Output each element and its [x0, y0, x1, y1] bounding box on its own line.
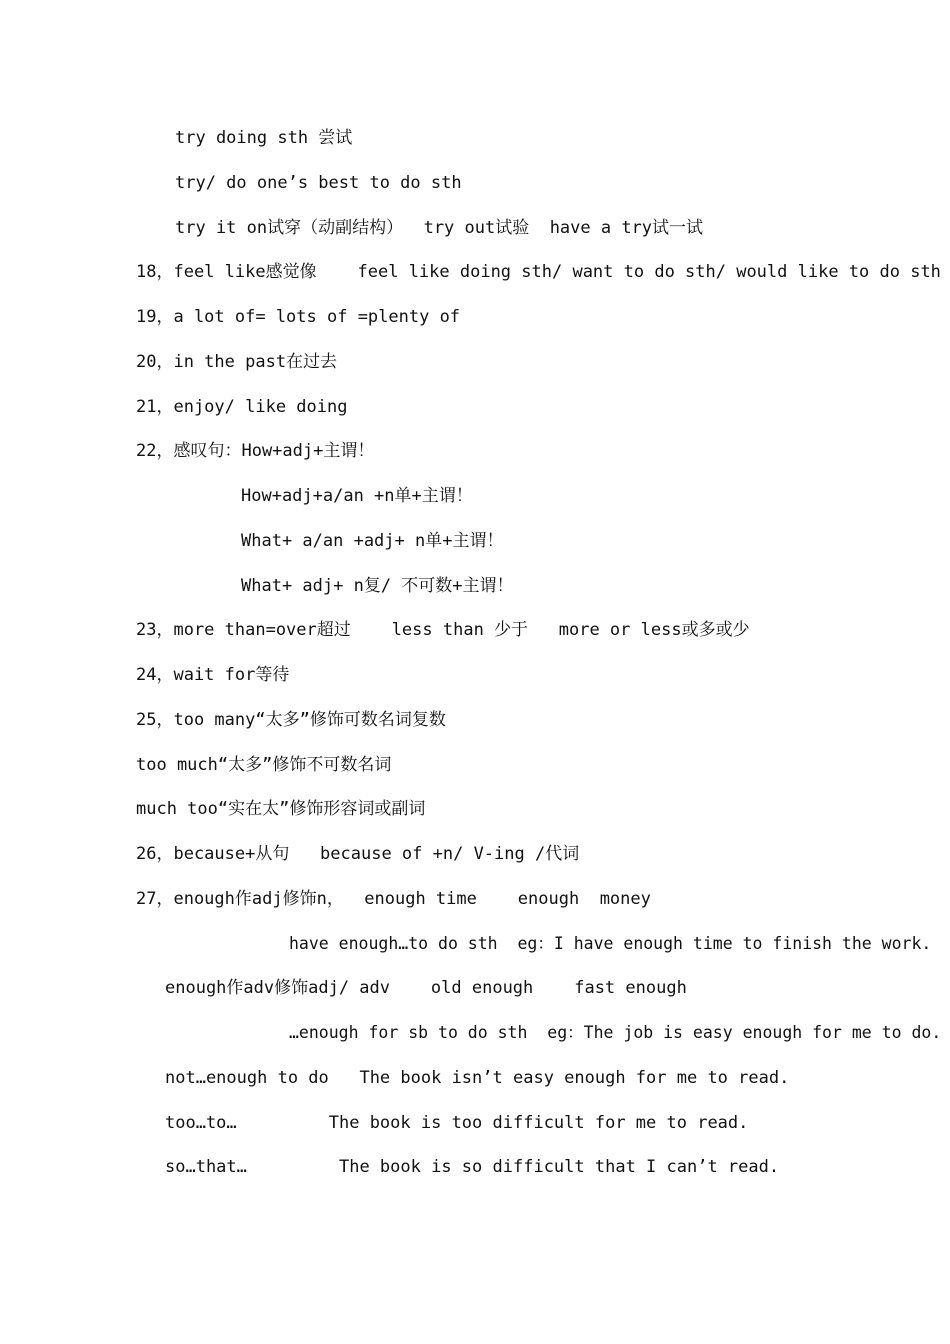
text-line-try-best: try/ do one’s best to do sth [175, 173, 462, 193]
text-line-much-too: much too“实在太”修饰形容词或副词 [136, 799, 426, 819]
text-line-try-it-on: try it on试穿（动副结构） try out试验 have a try试一试 [175, 218, 704, 238]
text-line-too-to: too…to… The book is too difficult for me to read. [165, 1113, 749, 1133]
text-line-22-what-plural: What+ adj+ n复/ 不可数+主谓！ [241, 576, 514, 596]
text-line-enough-for-sb: …enough for sb to do sth eg：The job is easy enough for me to do. [289, 1023, 942, 1042]
text-line-enough-adv: enough作adv修饰adj/ adv old enough fast enough [165, 978, 687, 998]
text-line-20: 20，in the past在过去 [136, 352, 338, 372]
text-line-25: 25，too many“太多”修饰可数名词复数 [136, 710, 446, 730]
text-line-so-that: so…that… The book is so difficult that I can’t read. [165, 1157, 780, 1177]
text-line-not-enough: not…enough to do The book isn’t easy enough for me to read. [165, 1068, 790, 1088]
text-line-23: 23，more than=over超过 less than 少于 more or less或多或少 [136, 620, 750, 640]
text-line-27: 27，enough作adj修饰n， enough time enough money [136, 889, 651, 909]
text-line-22-how: How+adj+a/an +n单+主谓！ [241, 486, 473, 506]
text-line-19: 19，a lot of= lots of =plenty of [136, 307, 461, 327]
text-line-try-doing: try doing sth 尝试 [175, 128, 353, 148]
text-line-have-enough: have enough…to do sth eg：I have enough time to finish the work. [289, 934, 932, 953]
text-line-21: 21，enjoy/ like doing [136, 397, 348, 417]
text-line-too-much: too much“太多”修饰不可数名词 [136, 755, 392, 775]
text-line-26: 26，because+从句 because of +n/ V-ing /代词 [136, 844, 580, 864]
text-line-22: 22，感叹句：How+adj+主谓！ [136, 441, 375, 461]
text-line-24: 24，wait for等待 [136, 665, 290, 685]
text-line-18: 18，feel like感觉像 feel like doing sth/ want to do sth/ would like to do sth [136, 262, 941, 282]
text-line-22-what-single: What+ a/an +adj+ n单+主谓！ [241, 531, 504, 551]
